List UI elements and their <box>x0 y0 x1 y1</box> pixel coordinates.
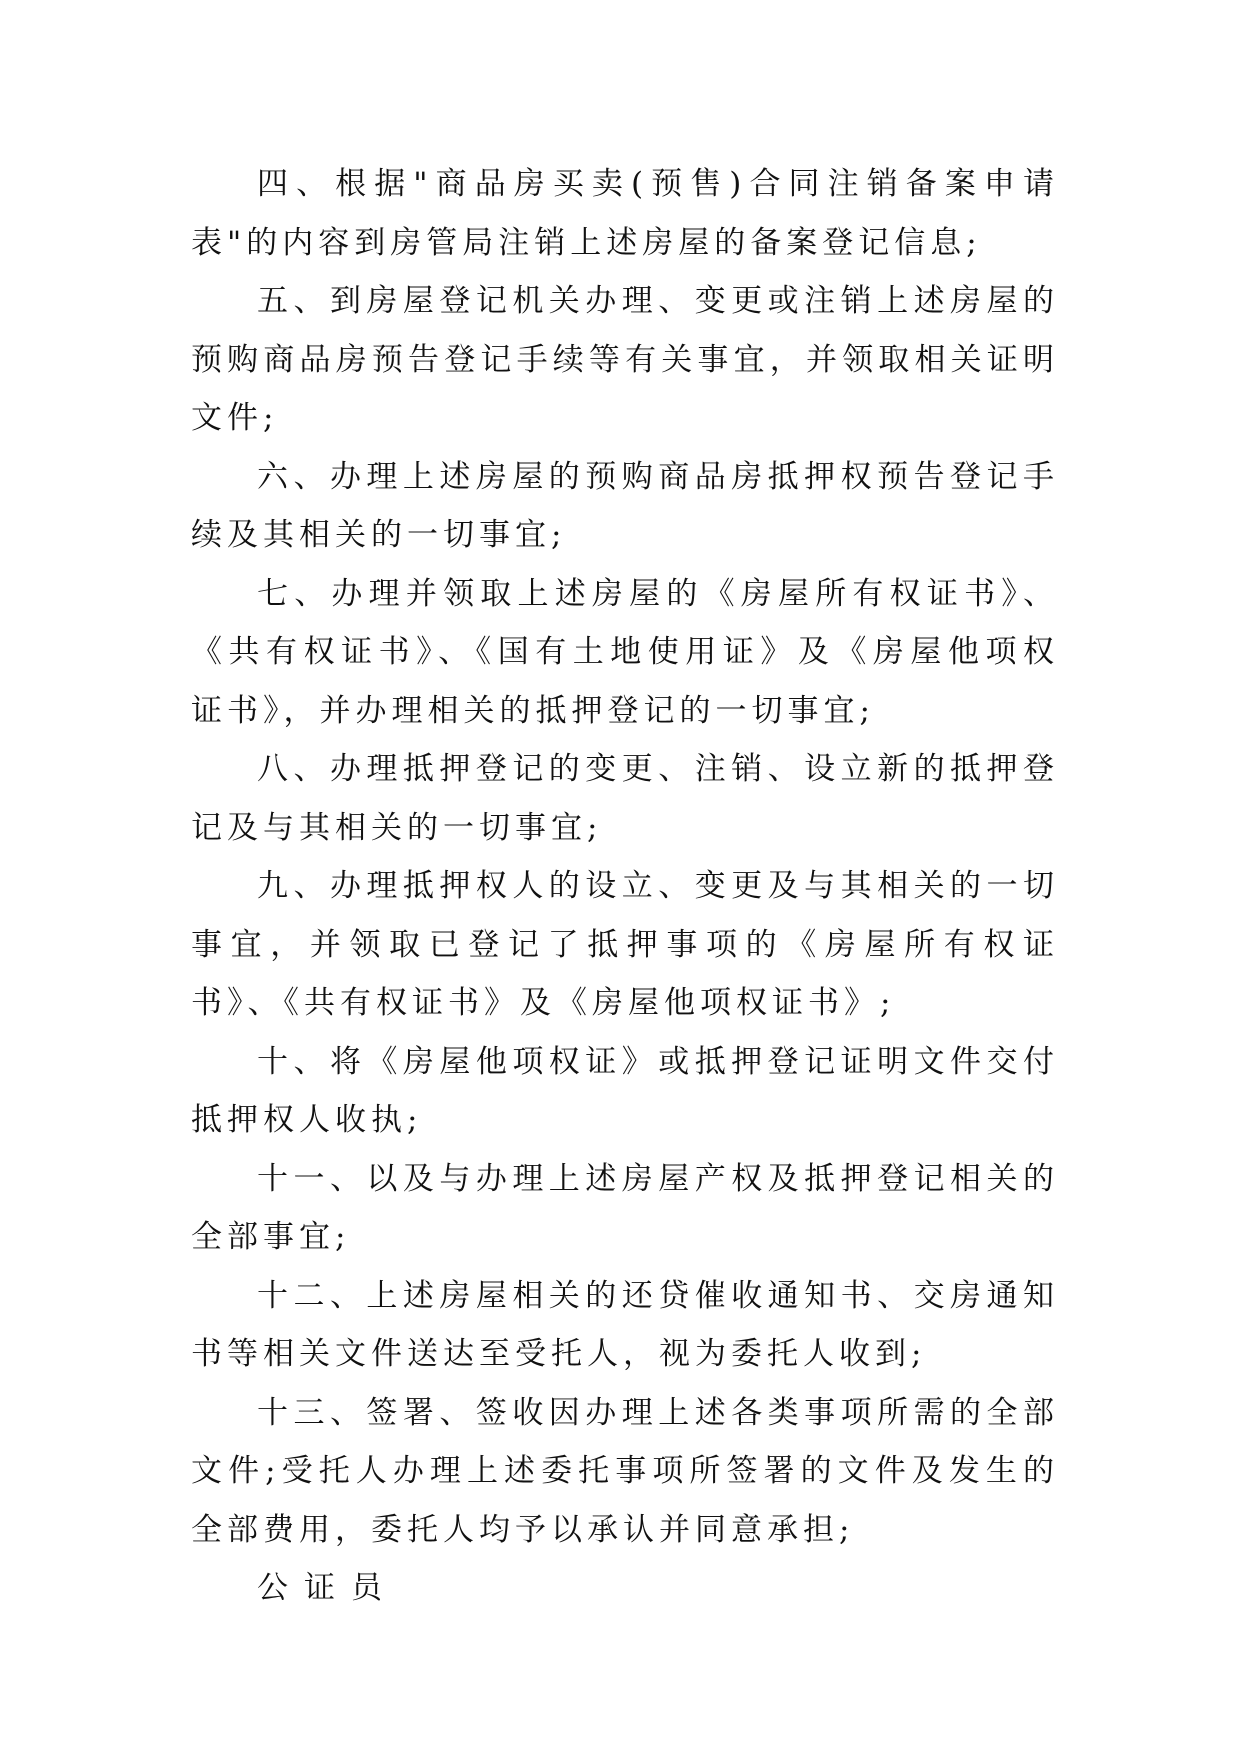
paragraph-item-9: 九、办理抵押权人的设立、变更及与其相关的一切事宜，并领取已登记了抵押事项的《房屋所有权证书》、《共有权证书》及《房屋他项权证书》; <box>191 868 1059 1021</box>
paragraph-item-12: 十二、上述房屋相关的还贷催收通知书、交房通知书等相关文件送达至受托人，视为委托人收到; <box>191 1277 1059 1372</box>
paragraph-item-4: 四、根据"商品房买卖(预售)合同注销备案申请表"的内容到房管局注销上述房屋的备案登记信息; <box>191 166 1059 261</box>
paragraph-item-6: 六、办理上述房屋的预购商品房抵押权预告登记手续及其相关的一切事宜; <box>191 458 1059 553</box>
paragraph-item-8: 八、办理抵押登记的变更、注销、设立新的抵押登记及与其相关的一切事宜; <box>191 751 1059 846</box>
paragraph-item-7: 七、办理并领取上述房屋的《房屋所有权证书》、《共有权证书》、《国有土地使用证》及《房屋他项权证书》，并办理相关的抵押登记的一切事宜; <box>191 575 1059 729</box>
paragraph-item-5: 五、到房屋登记机关办理、变更或注销上述房屋的预购商品房预告登记手续等有关事宜，并领取相关证明文件; <box>191 283 1059 436</box>
paragraph-item-13: 十三、签署、签收因办理上述各类事项所需的全部文件;受托人办理上述委托事项所签署的文件及发生的全部费用，委托人均予以承认并同意承担; <box>191 1394 1059 1548</box>
document-body <box>191 155 1059 1618</box>
paragraph-item-10: 十、将《房屋他项权证》或抵押登记证明文件交付抵押权人收执; <box>191 1043 1059 1138</box>
notary-signoff-label: 公证员 <box>257 1570 398 1606</box>
paragraph-item-11: 十一、以及与办理上述房屋产权及抵押登记相关的全部事宜; <box>191 1160 1059 1255</box>
